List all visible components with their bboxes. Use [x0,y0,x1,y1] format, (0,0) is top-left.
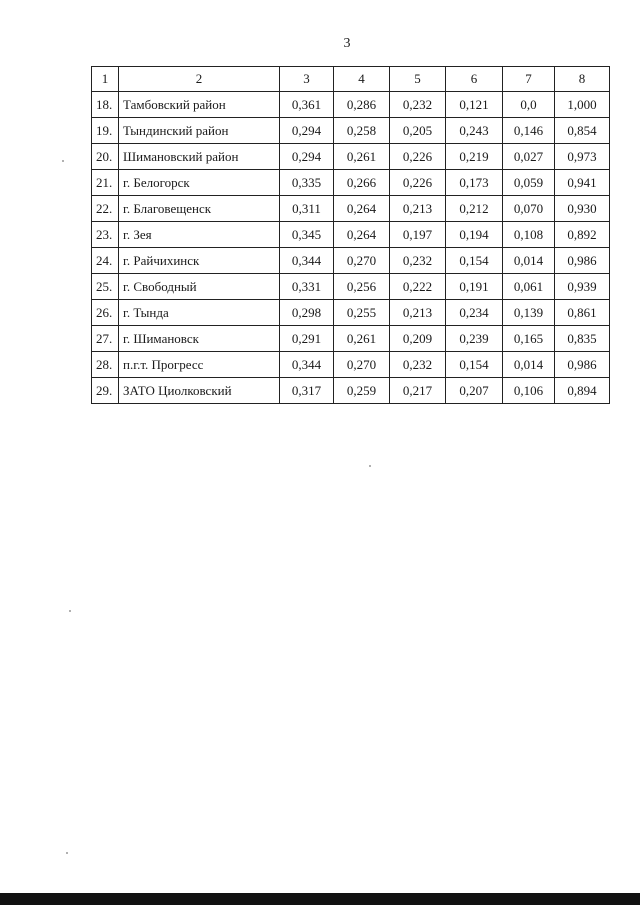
table-body [92,67,610,404]
value-cell-col6: 0,194 [446,222,503,248]
table-row [92,326,610,352]
header-cell-1: 1 [92,67,119,92]
value-cell-col6: 0,154 [446,248,503,274]
row-number-cell: 26. [92,300,119,326]
row-number-cell: 27. [92,326,119,352]
value-cell-col6: 0,121 [446,92,503,118]
scan-speck [69,610,71,612]
table-row [92,300,610,326]
value-cell-col7: 0,0 [503,92,555,118]
municipality-name-cell: ЗАТО Циолковский [119,378,280,404]
municipality-name-cell: г. Райчихинск [119,248,280,274]
value-cell-col4: 0,266 [334,170,390,196]
value-cell-col7: 0,139 [503,300,555,326]
value-cell-col8: 0,986 [555,352,610,378]
table-row [92,170,610,196]
value-cell-col5: 0,197 [390,222,446,248]
table-row [92,352,610,378]
value-cell-col6: 0,154 [446,352,503,378]
table-row [92,248,610,274]
value-cell-col5: 0,232 [390,248,446,274]
value-cell-col6: 0,239 [446,326,503,352]
value-cell-col3: 0,298 [280,300,334,326]
municipality-name-cell: г. Тында [119,300,280,326]
value-cell-col8: 0,941 [555,170,610,196]
row-number-cell: 21. [92,170,119,196]
value-cell-col5: 0,213 [390,196,446,222]
value-cell-col5: 0,213 [390,300,446,326]
value-cell-col5: 0,226 [390,170,446,196]
row-number-cell: 23. [92,222,119,248]
value-cell-col3: 0,344 [280,248,334,274]
value-cell-col5: 0,232 [390,352,446,378]
value-cell-col5: 0,232 [390,92,446,118]
value-cell-col3: 0,335 [280,170,334,196]
value-cell-col7: 0,061 [503,274,555,300]
municipality-name-cell: г. Зея [119,222,280,248]
value-cell-col7: 0,027 [503,144,555,170]
value-cell-col3: 0,361 [280,92,334,118]
municipality-name-cell: г. Свободный [119,274,280,300]
row-number-cell: 18. [92,92,119,118]
municipality-name-cell: Шимановский район [119,144,280,170]
value-cell-col3: 0,344 [280,352,334,378]
municipality-name-cell: г. Благовещенск [119,196,280,222]
value-cell-col6: 0,173 [446,170,503,196]
table-row [92,222,610,248]
table-row [92,378,610,404]
value-cell-col4: 0,286 [334,92,390,118]
row-number-cell: 29. [92,378,119,404]
municipality-name-cell: п.г.т. Прогресс [119,352,280,378]
value-cell-col4: 0,259 [334,378,390,404]
value-cell-col8: 0,892 [555,222,610,248]
value-cell-col3: 0,317 [280,378,334,404]
value-cell-col6: 0,207 [446,378,503,404]
value-cell-col8: 0,861 [555,300,610,326]
scan-edge-band [0,893,640,905]
value-cell-col4: 0,258 [334,118,390,144]
value-cell-col7: 0,014 [503,248,555,274]
table-row [92,118,610,144]
scan-speck [62,160,64,162]
value-cell-col6: 0,243 [446,118,503,144]
municipality-name-cell: г. Шимановск [119,326,280,352]
municipality-name-cell: г. Белогорск [119,170,280,196]
data-table [91,66,610,404]
value-cell-col5: 0,222 [390,274,446,300]
value-cell-col4: 0,264 [334,222,390,248]
value-cell-col5: 0,205 [390,118,446,144]
value-cell-col7: 0,108 [503,222,555,248]
value-cell-col3: 0,311 [280,196,334,222]
value-cell-col7: 0,146 [503,118,555,144]
municipality-name-cell: Тындинский район [119,118,280,144]
value-cell-col8: 0,986 [555,248,610,274]
value-cell-col3: 0,291 [280,326,334,352]
header-cell-7: 7 [503,67,555,92]
value-cell-col4: 0,255 [334,300,390,326]
value-cell-col3: 0,345 [280,222,334,248]
page-number: 3 [343,36,351,51]
table-header-row [92,67,610,92]
table-row [92,92,610,118]
value-cell-col3: 0,294 [280,144,334,170]
scan-speck [66,852,68,854]
value-cell-col4: 0,261 [334,144,390,170]
value-cell-col4: 0,270 [334,248,390,274]
row-number-cell: 25. [92,274,119,300]
value-cell-col7: 0,059 [503,170,555,196]
value-cell-col4: 0,256 [334,274,390,300]
row-number-cell: 20. [92,144,119,170]
value-cell-col6: 0,219 [446,144,503,170]
value-cell-col4: 0,261 [334,326,390,352]
header-cell-5: 5 [390,67,446,92]
value-cell-col8: 1,000 [555,92,610,118]
table-row [92,144,610,170]
value-cell-col6: 0,191 [446,274,503,300]
row-number-cell: 28. [92,352,119,378]
value-cell-col7: 0,106 [503,378,555,404]
value-cell-col4: 0,270 [334,352,390,378]
header-cell-4: 4 [334,67,390,92]
municipality-name-cell: Тамбовский район [119,92,280,118]
value-cell-col8: 0,854 [555,118,610,144]
value-cell-col3: 0,294 [280,118,334,144]
value-cell-col3: 0,331 [280,274,334,300]
value-cell-col6: 0,234 [446,300,503,326]
value-cell-col5: 0,209 [390,326,446,352]
value-cell-col4: 0,264 [334,196,390,222]
table-row [92,196,610,222]
value-cell-col5: 0,217 [390,378,446,404]
table-row [92,274,610,300]
value-cell-col7: 0,014 [503,352,555,378]
value-cell-col7: 0,165 [503,326,555,352]
header-cell-2: 2 [119,67,280,92]
value-cell-col8: 0,894 [555,378,610,404]
value-cell-col5: 0,226 [390,144,446,170]
row-number-cell: 22. [92,196,119,222]
header-cell-3: 3 [280,67,334,92]
value-cell-col8: 0,973 [555,144,610,170]
value-cell-col6: 0,212 [446,196,503,222]
header-cell-6: 6 [446,67,503,92]
value-cell-col7: 0,070 [503,196,555,222]
row-number-cell: 19. [92,118,119,144]
header-cell-8: 8 [555,67,610,92]
scan-speck [369,465,371,467]
value-cell-col8: 0,835 [555,326,610,352]
value-cell-col8: 0,939 [555,274,610,300]
row-number-cell: 24. [92,248,119,274]
value-cell-col8: 0,930 [555,196,610,222]
